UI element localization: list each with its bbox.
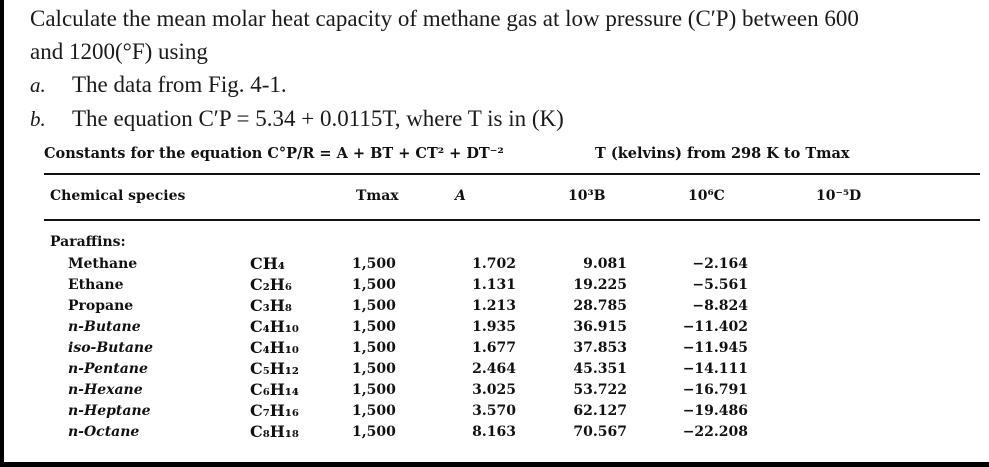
species-formula: C₄H₁₀ [250, 338, 299, 357]
a-value: 1.131 [472, 277, 516, 293]
a-value: 1.702 [472, 256, 516, 272]
table-row [0, 277, 989, 298]
header-tmax: Tmax [356, 188, 399, 204]
species-name: n-Heptane [68, 403, 151, 419]
table-top-rule [44, 173, 980, 175]
tmax-value: 1,500 [352, 298, 396, 314]
c-value: −5.561 [692, 277, 748, 293]
c-value: −16.791 [682, 382, 748, 398]
c-value: −11.402 [682, 319, 748, 335]
species-formula: C₃H₈ [250, 296, 292, 315]
problem-line-2: and 1200(°F) using [30, 39, 208, 64]
species-formula: C₅H₁₂ [250, 359, 299, 378]
b-value: 53.722 [573, 382, 627, 398]
species-name: n-Butane [68, 319, 141, 335]
temperature-range: T (kelvins) from 298 K to Tmax [595, 145, 850, 162]
species-name: Propane [68, 298, 134, 314]
section-paraffins: Paraffins: [50, 234, 126, 250]
table-row [0, 256, 989, 277]
b-value: 9.081 [583, 256, 627, 272]
a-value: 1.677 [472, 340, 516, 356]
b-value: 28.785 [573, 298, 627, 314]
species-formula: C₂H₆ [250, 275, 292, 294]
c-value: −8.824 [692, 298, 748, 314]
species-name: Methane [68, 256, 138, 272]
species-formula: C₇H₁₆ [250, 401, 299, 420]
a-value: 1.213 [472, 298, 516, 314]
table-row [0, 340, 989, 361]
table-row [0, 403, 989, 424]
tmax-value: 1,500 [352, 340, 396, 356]
table-row [0, 424, 989, 445]
species-name: n-Pentane [68, 361, 148, 377]
equation-title: Constants for the equation C°P/R = A + BT + CT² + DT⁻² [44, 145, 504, 162]
table-row [0, 361, 989, 382]
table-row [0, 382, 989, 403]
species-name: iso-Butane [68, 340, 153, 356]
item-text: The data from Fig. 4-1. [72, 72, 287, 97]
b-value: 19.225 [573, 277, 627, 293]
table-title [44, 145, 850, 162]
species-name: n-Octane [68, 424, 140, 440]
header-b: 10³B [568, 188, 606, 204]
b-value: 37.853 [573, 340, 627, 356]
header-a: A [455, 188, 466, 204]
header-species: Chemical species [50, 188, 186, 204]
header-d: 10⁻⁵D [816, 188, 862, 204]
b-value: 62.127 [573, 403, 627, 419]
table-row [0, 319, 989, 340]
tmax-value: 1,500 [352, 256, 396, 272]
item-letter: b. [30, 107, 46, 131]
problem-line-1: Calculate the mean molar heat capacity of methane gas at low pressure (C′P) between 600 [30, 6, 859, 31]
item-text: The equation C′P = 5.34 + 0.0115T, where T is in (K) [72, 106, 564, 131]
item-letter: a. [30, 73, 46, 97]
bottom-border [0, 462, 989, 467]
species-name: n-Hexane [68, 382, 143, 398]
table-header-rule [44, 219, 980, 221]
tmax-value: 1,500 [352, 319, 396, 335]
problem-statement [30, 2, 985, 136]
tmax-value: 1,500 [352, 424, 396, 440]
b-value: 36.915 [573, 319, 627, 335]
a-value: 2.464 [472, 361, 516, 377]
a-value: 3.025 [472, 382, 516, 398]
c-value: −14.111 [682, 361, 748, 377]
species-formula: C₆H₁₄ [250, 380, 299, 399]
a-value: 1.935 [472, 319, 516, 335]
c-value: −22.208 [682, 424, 748, 440]
species-formula: C₄H₁₀ [250, 317, 299, 336]
c-value: −11.945 [682, 340, 748, 356]
species-formula: C₈H₁₈ [250, 422, 299, 441]
tmax-value: 1,500 [352, 403, 396, 419]
tmax-value: 1,500 [352, 277, 396, 293]
b-value: 45.351 [573, 361, 627, 377]
c-value: −2.164 [692, 256, 748, 272]
tmax-value: 1,500 [352, 361, 396, 377]
c-value: −19.486 [682, 403, 748, 419]
problem-item-a [30, 68, 985, 102]
species-formula: CH₄ [250, 254, 285, 273]
tmax-value: 1,500 [352, 382, 396, 398]
header-c: 10⁶C [688, 188, 725, 204]
a-value: 8.163 [472, 424, 516, 440]
b-value: 70.567 [573, 424, 627, 440]
a-value: 3.570 [472, 403, 516, 419]
table-row [0, 298, 989, 319]
species-name: Ethane [68, 277, 124, 293]
problem-item-b [30, 102, 985, 136]
